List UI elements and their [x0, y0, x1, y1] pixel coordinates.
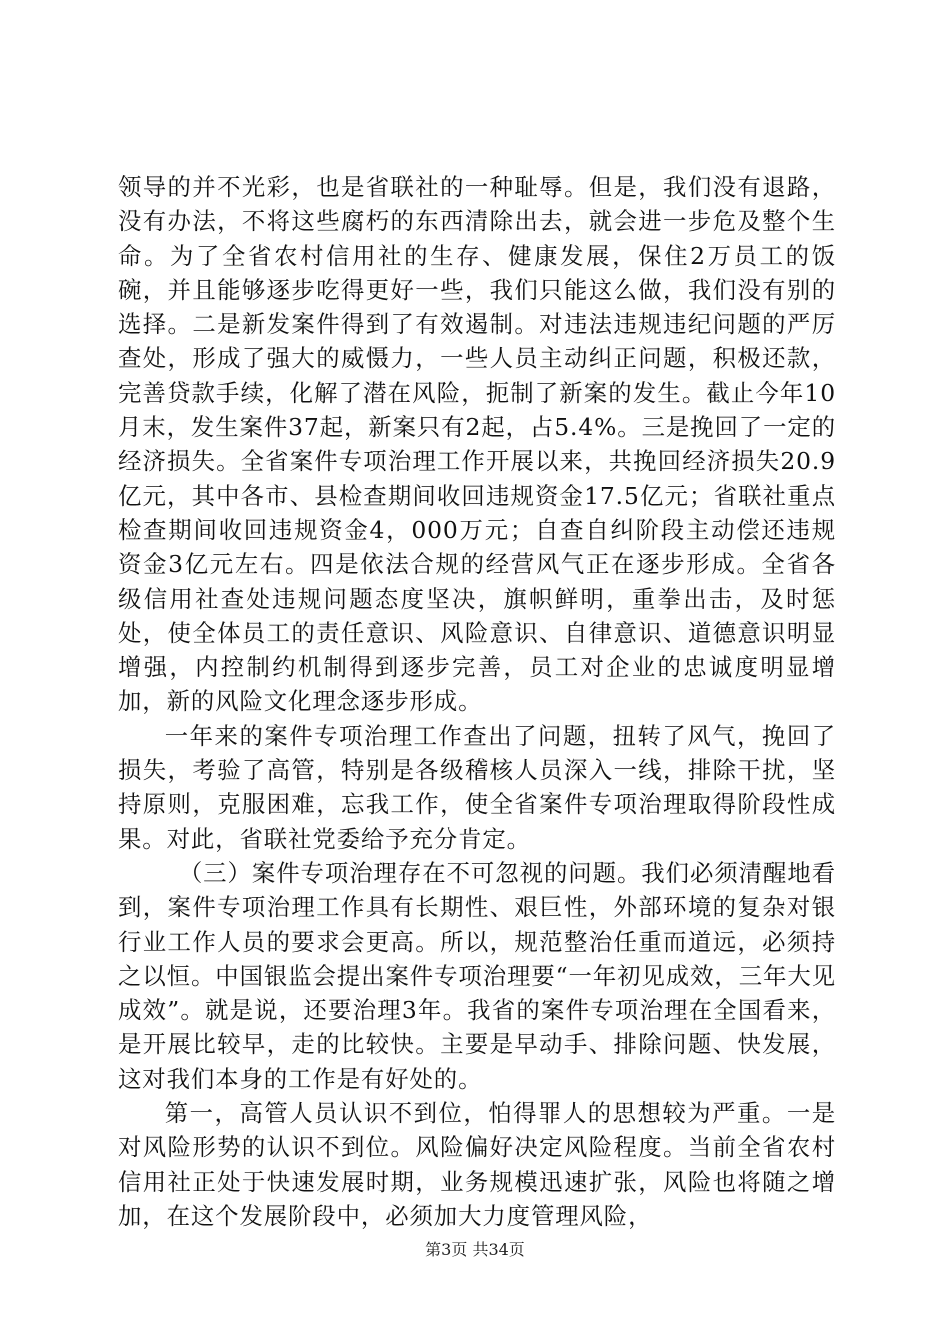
paragraph-2: 一年来的案件专项治理工作查出了问题，扭转了风气，挽回了损失，考验了高管，特别是各级稽核人员深入一线，排除干扰，坚持原则，克服困难，忘我工作，使全省案件专项治理取得阶段性成果。对此，省联社党委给予充分肯定。 — [118, 721, 836, 853]
page-number-footer: 第3页 共34页 — [425, 1240, 525, 1259]
paragraph-4: 第一，高管人员认识不到位，怕得罪人的思想较为严重。一是对风险形势的认识不到位。风险偏好决定风险程度。当前全省农村信用社正处于快速发展时期，业务规模迅速扩张，风险也将随之增加，在这个发展阶段中，必须加大力度管理风险， — [118, 1099, 836, 1230]
document-body — [118, 170, 836, 1233]
paragraph-3: （三）案件专项治理存在不可忽视的问题。我们必须清醒地看到，案件专项治理工作具有长期性、艰巨性，外部环境的复杂对银行业工作人员的要求会更高。所以，规范整治任重而道远，必须持之以恒。中国银监会提出案件专项治理要“一年初见成效，三年大见成效”。就是说，还要治理3年。我省的案件专项治理在全国看来，是开展比较早，走的比较快。主要是早动手、排除问题、快发展，这对我们本身的工作是有好处的。 — [118, 858, 836, 1093]
paragraph-1: 领导的并不光彩，也是省联社的一种耻辱。但是，我们没有退路，没有办法，不将这些腐朽的东西清除出去，就会进一步危及整个生命。为了全省农村信用社的生存、健康发展，保住2万员工的饭碗，并且能够逐步吃得更好一些，我们只能这么做，我们没有别的选择。二是新发案件得到了有效遏制。对违法违规违纪问题的严厉查处，形成了强大的威慑力，一些人员主动纠正问题，积极还款，完善贷款手续，化解了潜在风险，扼制了新案的发生。截止今年10月末，发生案件37起，新案只有2起，占5.4%。三是挽回了一定的经济损失。全省案件专项治理工作开展以来，共挽回经济损失20.9亿元，其中各市、县检查期间收回违规资金17.5亿元；省联社重点检查期间收回违规资金4，000万元；自查自纠阶段主动偿还违规资金3亿元左右。四是依法合规的经营风气正在逐步形成。全省各级信用社查处违规问题态度坚决，旗帜鲜明，重拳出击，及时惩处，使全体员工的责任意识、风险意识、自律意识、道德意识明显增强，内控制约机制得到逐步完善，员工对企业的忠诚度明显增加，新的风险文化理念逐步形成。 — [118, 173, 836, 716]
